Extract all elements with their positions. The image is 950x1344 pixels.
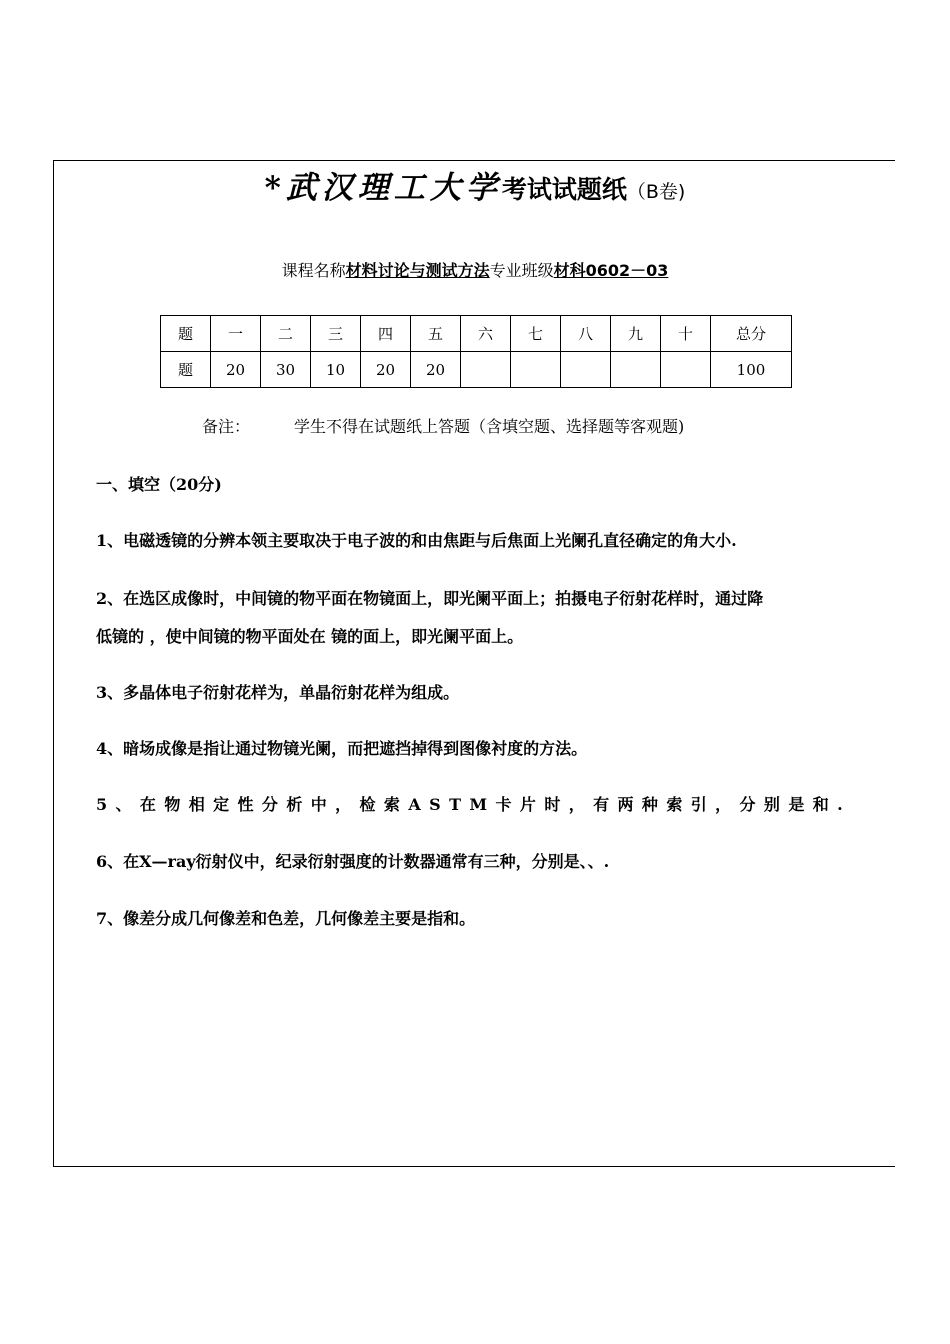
university-name: *武汉理工大学 (264, 170, 502, 206)
course-name: 材料讨论与测试方法 (345, 261, 490, 280)
exam-title (0, 162, 950, 207)
score-cell: 四 (361, 316, 411, 352)
question-5: 5、在物相定性分析中，检索ASTM卡片时，有两种索引，分别是和. (96, 795, 852, 814)
paper-title: 考试试题纸 (501, 175, 627, 204)
question-2-line-1: 2、在选区成像时，中间镜的物平面在物镜面上，即光阑平面上；拍摄电子衍射花样时，通过降 (96, 589, 764, 608)
question-6: 6、在X—ray衍射仪中，纪录衍射强度的计数器通常有三种，分别是、、. (96, 852, 610, 871)
score-cell: 20 (211, 352, 261, 388)
exam-note (202, 414, 684, 437)
score-cell: 六 (461, 316, 511, 352)
score-cell (461, 352, 511, 388)
score-cell: 七 (511, 316, 561, 352)
exam-paper-frame (53, 160, 895, 1167)
score-cell (661, 352, 711, 388)
score-table (160, 315, 792, 388)
score-table-header-row (161, 316, 792, 352)
volume-label: （B卷) (626, 181, 686, 203)
score-cell: 八 (561, 316, 611, 352)
note-text: 学生不得在试题纸上答题（含填空题、选择题等客观题) (294, 417, 685, 436)
question-7: 7、像差分成几何像差和色差，几何像差主要是指和。 (96, 909, 476, 928)
score-cell (561, 352, 611, 388)
score-cell: 二 (261, 316, 311, 352)
score-table-points-row (161, 352, 792, 388)
question-2 (96, 580, 896, 656)
score-cell: 10 (311, 352, 361, 388)
course-info (0, 258, 950, 281)
score-cell: 题 (161, 352, 211, 388)
question-4: 4、暗场成像是指让通过物镜光阑，而把遮挡掉得到图像衬度的方法。 (96, 739, 588, 758)
note-label: 备注： (202, 417, 251, 436)
score-cell: 20 (361, 352, 411, 388)
score-cell: 20 (411, 352, 461, 388)
section-title: 一、填空（20分) (96, 475, 222, 494)
class-name: 材科0602－03 (553, 261, 669, 280)
score-cell-total: 总分 (711, 316, 792, 352)
score-cell: 三 (311, 316, 361, 352)
score-cell: 十 (661, 316, 711, 352)
score-cell: 一 (211, 316, 261, 352)
score-cell-total: 100 (711, 352, 792, 388)
question-2-line-2: 低镜的 ，使中间镜的物平面处在 镜的面上，即光阑平面上。 (96, 627, 524, 646)
score-cell (611, 352, 661, 388)
question-1: 1、电磁透镜的分辨本领主要取决于电子波的和由焦距与后焦面上光阑孔直径确定的角大小. (96, 531, 737, 550)
score-cell (511, 352, 561, 388)
question-3: 3、多晶体电子衍射花样为，单晶衍射花样为组成。 (96, 683, 460, 702)
score-cell: 30 (261, 352, 311, 388)
score-cell: 题 (161, 316, 211, 352)
score-cell: 九 (611, 316, 661, 352)
course-label: 课程名称 (281, 261, 346, 280)
score-cell: 五 (411, 316, 461, 352)
class-label: 专业班级 (489, 261, 554, 280)
